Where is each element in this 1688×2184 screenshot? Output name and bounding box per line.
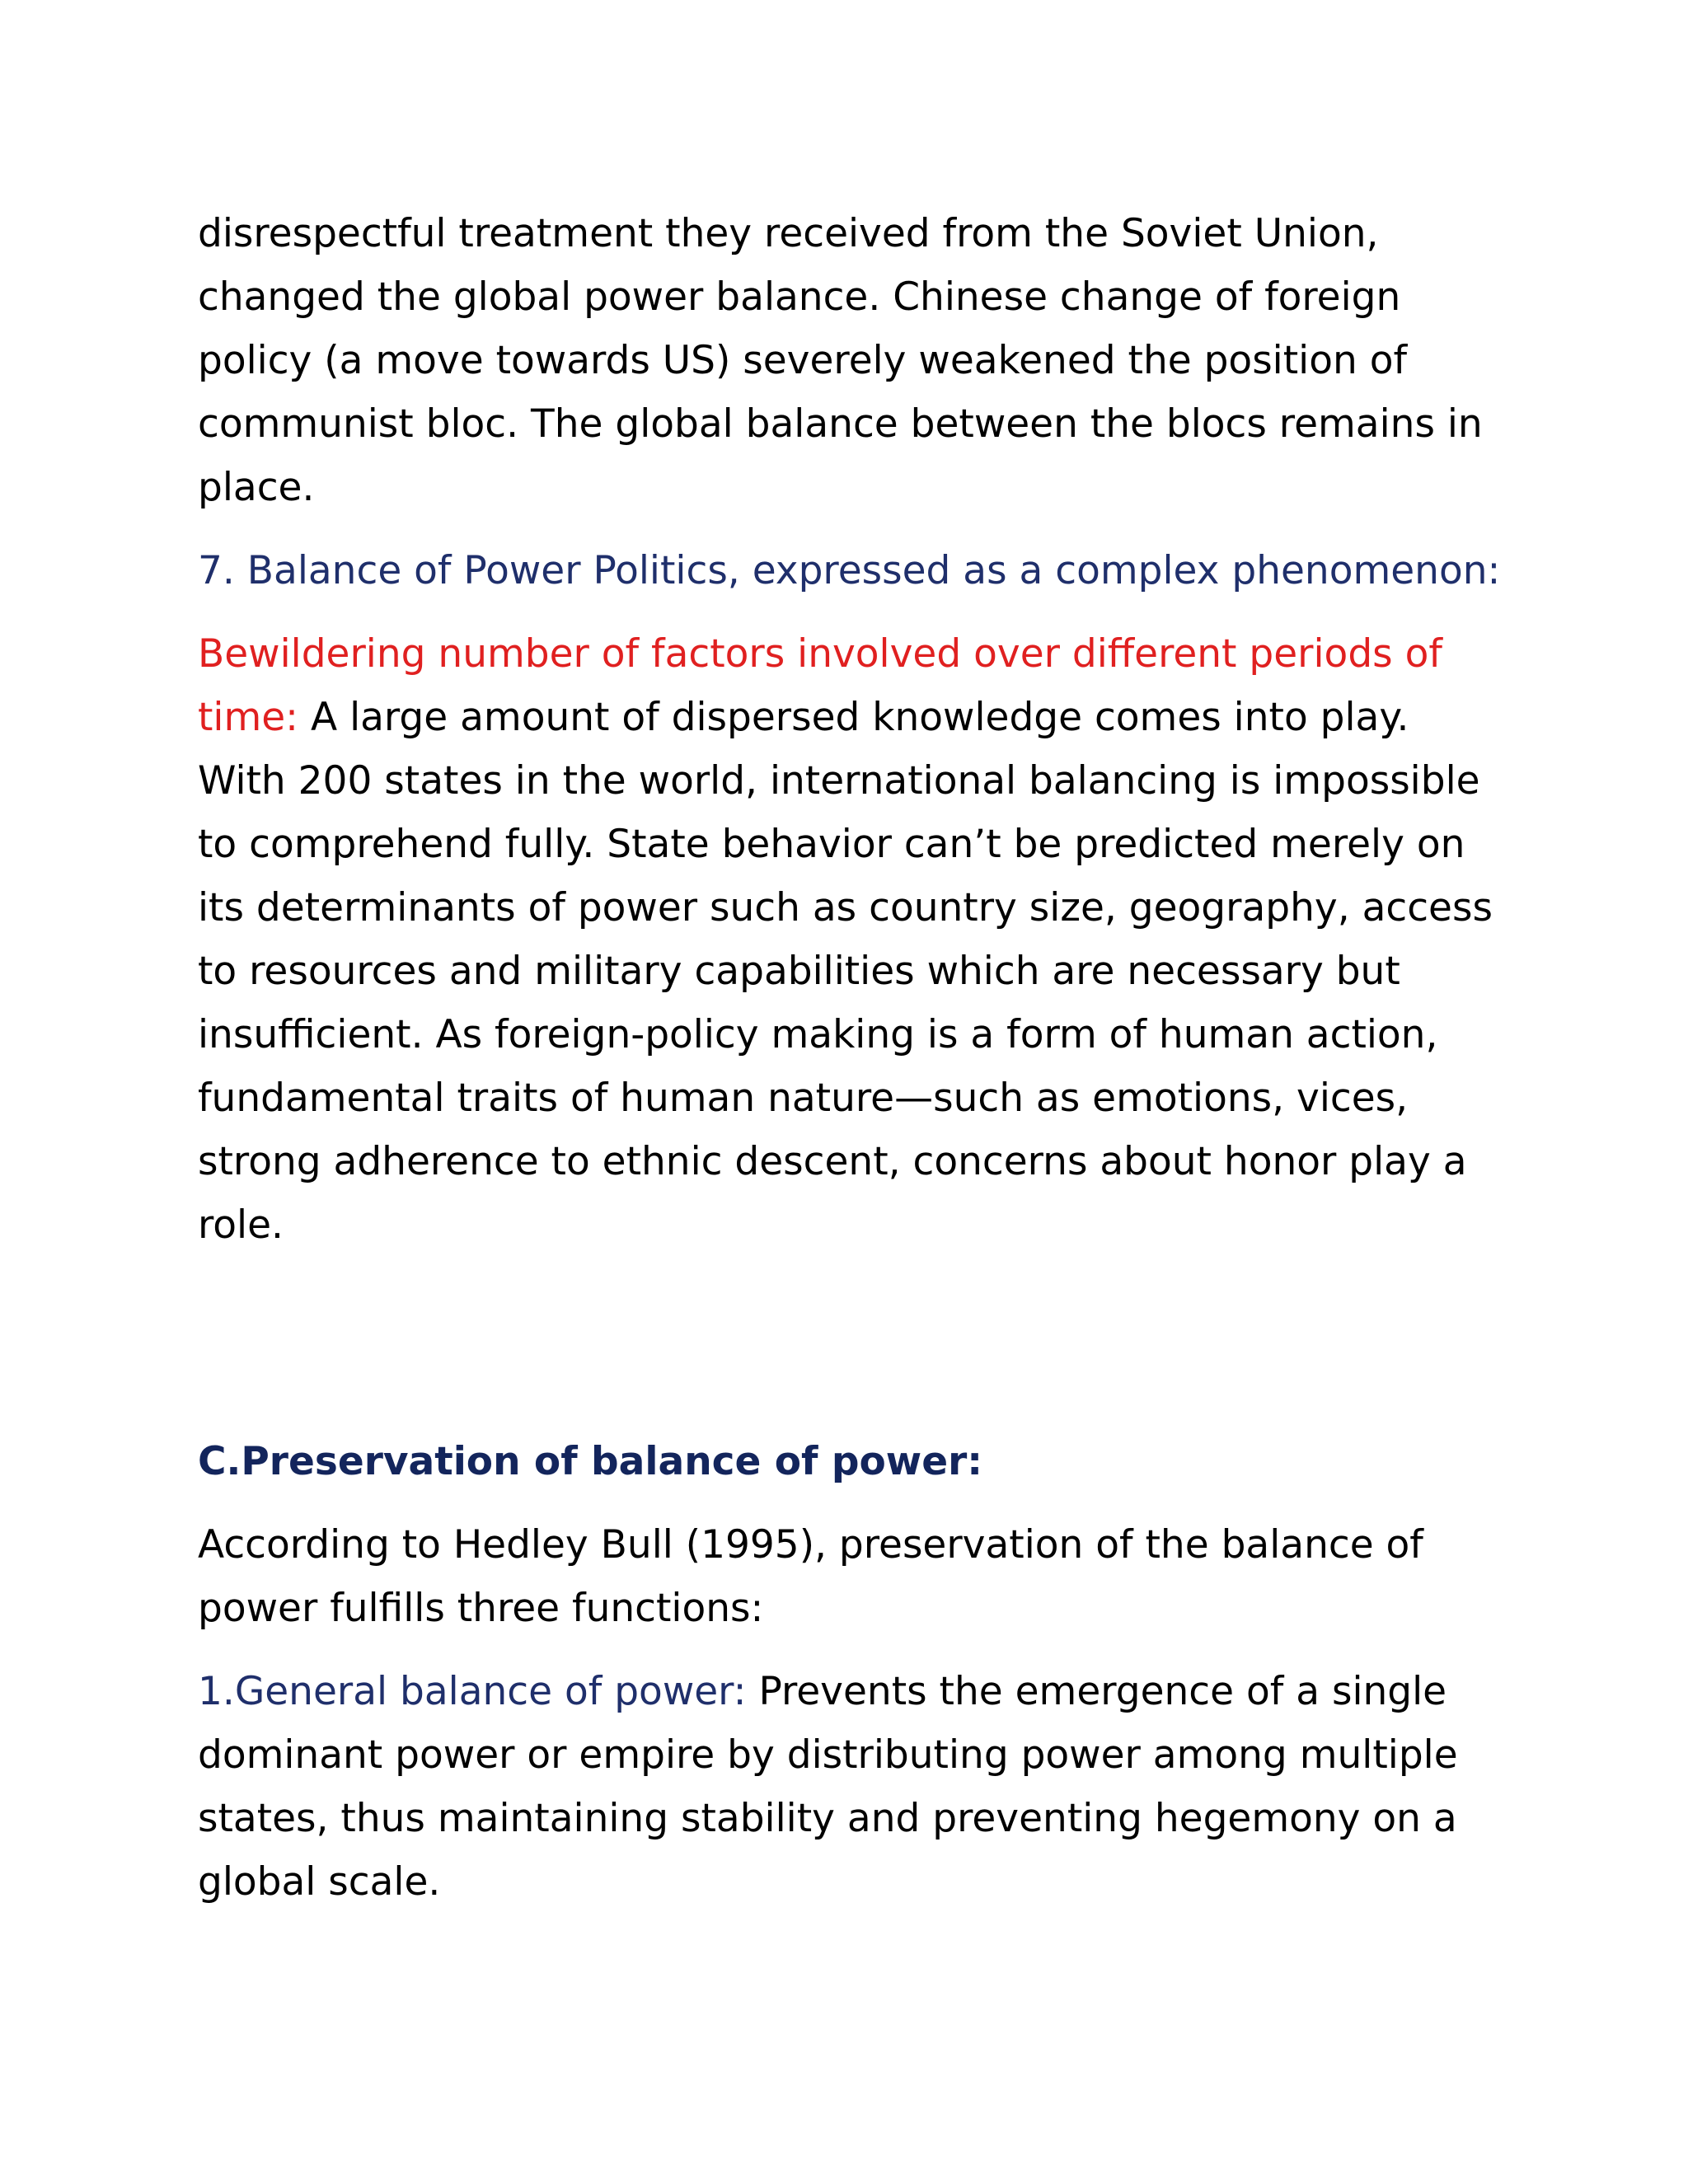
paragraph-hedley-bull: According to Hedley Bull (1995), preservation of the balance of power fulfills three functions:: [198, 1522, 1423, 1631]
paragraph-factors: [198, 622, 1508, 1257]
document-page: [198, 202, 1508, 1914]
paragraph-factors-lead: Bewildering number of factors involved over different periods of time:: [198, 631, 1442, 740]
heading-balance-of-power-politics: 7. Balance of Power Politics, expressed as a complex phenomenon:: [198, 548, 1501, 593]
paragraph-factors-body: A large amount of dispersed knowledge comes into play. With 200 states in the world, international balancing is impossible to comprehend fully. State behavior can’t be predicted merely on its determinants of power such as country size, geography, access to resources and military capabilities which are necessary but insufficient. As foreign-policy making is a form of human action, fundamental traits of human nature—such as emotions, vices, strong adherence to ethnic descent, concerns about honor play a role.: [198, 695, 1493, 1248]
list-item-general-balance: [198, 1660, 1508, 1914]
list-item-general-balance-body: Prevents the emergence of a single dominant power or empire by distributing power among multiple states, thus maintaining stability and preventing hegemony on a global scale.: [198, 1669, 1458, 1905]
list-item-general-balance-lead: 1.General balance of power:: [198, 1669, 747, 1714]
paragraph-soviet-union: disrespectful treatment they received from the Soviet Union, changed the global power balance. Chinese change of foreign policy (a move towards US) severely weakened the position of communist bloc. The global balance between the blocs remains in place.: [198, 211, 1483, 510]
section-heading-preservation: C.Preservation of balance of power:: [198, 1439, 983, 1484]
